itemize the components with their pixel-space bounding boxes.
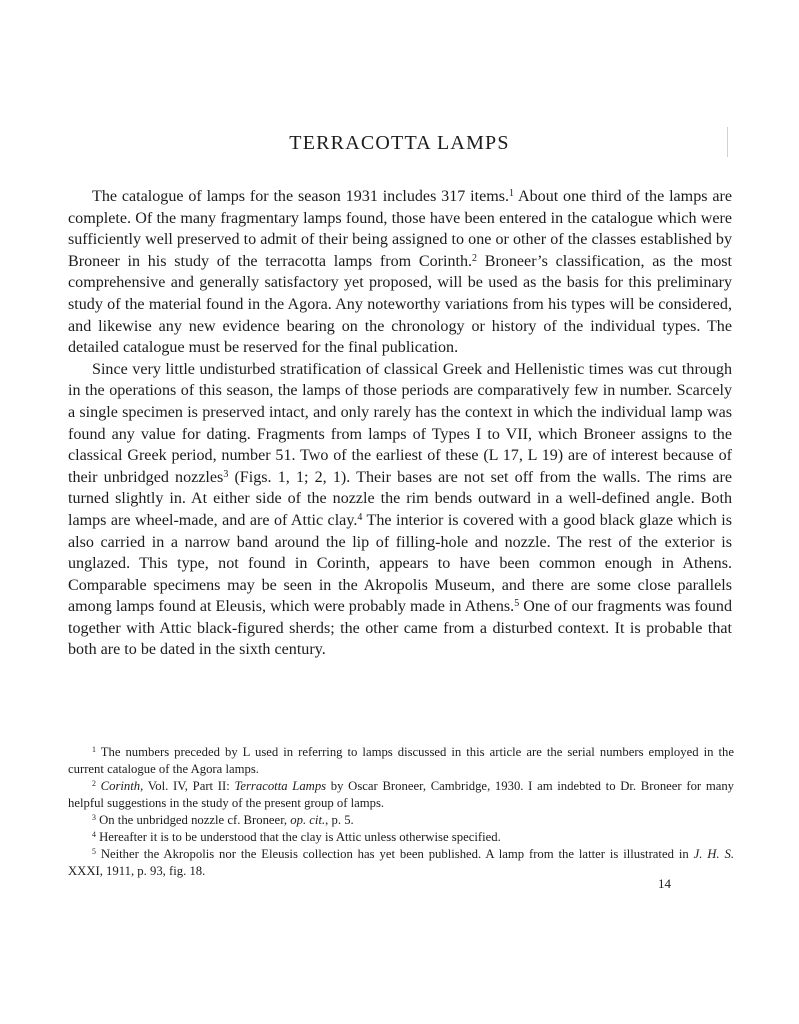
italic-text: Terracotta Lamps: [234, 779, 327, 793]
figure-ref: 1: [332, 468, 341, 486]
text-run: by Oscar Broneer, Cambridge, 1930. I am indebted to Dr. Broneer for many helpful suggestions in the study of the present group of lamps.: [68, 779, 735, 810]
footnote-ref: 3: [92, 813, 96, 823]
footnote: [68, 812, 734, 829]
text-run: ; 2,: [303, 468, 333, 486]
italic-text: Corinth: [100, 779, 141, 793]
footnote-ref: 2: [92, 779, 96, 789]
text-run: XXXI, 1911, p. 93, fig. 18.: [68, 864, 206, 878]
text-run: Neither the Akropolis nor the Eleusis collection has yet been published. A lamp from the latter is illustrated in: [95, 847, 694, 861]
text-run: The numbers preceded by L used in referring to lamps discussed in this article are the serial numbers employed in the current catalogue of the Agora lamps.: [68, 745, 734, 776]
footnote-ref: 3: [223, 468, 229, 480]
text-run: The interior is covered with a good black glaze which is also carried in a narrow band around the lip of filling-hole and nozzle. The rest of the exterior is unglazed. This type, not found in Corinth, appears to have been common enough in Athens. Comparable specimens may be seen in the Akropolis Museum, and there are some close parallels among lamps found at Eleusis, which were probably made in Athens.: [68, 511, 732, 616]
footnote-ref: 5: [514, 598, 520, 610]
page-title: TERRACOTTA LAMPS: [289, 132, 510, 154]
footnote-ref: 1: [92, 745, 96, 755]
text-run: The catalogue of lamps for the season 1931 includes 317 items.: [92, 188, 510, 205]
paragraph: [68, 186, 732, 359]
text-run: Broneer’s classification, as the most comprehensive and generally satisfactory yet proposed, will be used as the basis for this preliminary study of the material found in the Agora. Any noteworthy variations from his types will be considered, and likewise any new evidence bearing on the chronology or history of the individual types. The detailed catalogue must be reserved for the final publication.: [68, 252, 732, 357]
footnote-ref: 1: [509, 188, 515, 200]
paragraph: [68, 359, 732, 661]
footnote-ref: 4: [357, 512, 363, 524]
page-number: 14: [658, 876, 671, 891]
footnote: [68, 778, 734, 812]
text-run: (Figs. 1,: [228, 468, 296, 486]
footnote-ref: 4: [92, 830, 96, 840]
text-run: , p. 5.: [325, 813, 354, 827]
text-run: Since very little undisturbed stratification of classical Greek and Hellenistic times was cut through in the operations of this season, the lamps of those periods are comparatively few in number. Scarcely a single specimen is preserved intact, and only rarely has the context in which the individual lamp was found any value for dating. Fragments from lamps of Types I to VII, which Broneer assigns to the classical Greek period, number 51. Two of the earliest of these (L 17, L 19) are of interest because of their unbridged nozzles: [68, 360, 732, 486]
text-run: Hereafter it is to be understood that the clay is Attic unless otherwise specified.: [95, 830, 501, 844]
italic-text: op. cit.: [290, 813, 326, 827]
footnote-ref: 2: [472, 253, 478, 264]
italic-text: J. H. S.: [693, 847, 734, 861]
footnotes: [68, 744, 734, 880]
footnote: [68, 829, 734, 846]
text-run: On the unbridged nozzle cf. Broneer,: [95, 813, 291, 827]
body-text: [68, 186, 732, 661]
footnote: [68, 744, 734, 778]
text-run: One of our fragments was found together with Attic black-figured sherds; the other came from a disturbed context. It is probable that both are to be dated in the sixth century.: [68, 598, 732, 659]
text-run: About one third of the lamps are complete. Of the many fragmentary lamps found, those have been entered in the catalogue which were sufficiently well preserved to admit of their being assigned to one or other of the classes established by Broneer in his study of the terracotta lamps from Corinth.: [68, 188, 732, 270]
footnote: [68, 846, 734, 880]
text-run: ). Their bases are not set off from the walls. The rims are turned slightly in. At either side of the nozzle the rim bends outward in a well-defined angle. Both lamps are wheel-made, and are of Attic clay.: [68, 468, 732, 529]
figure-ref: 1: [295, 468, 304, 486]
text-run: , Vol. IV, Part II:: [140, 779, 235, 793]
margin-mark: [727, 127, 728, 157]
footnote-ref: 5: [92, 847, 96, 857]
